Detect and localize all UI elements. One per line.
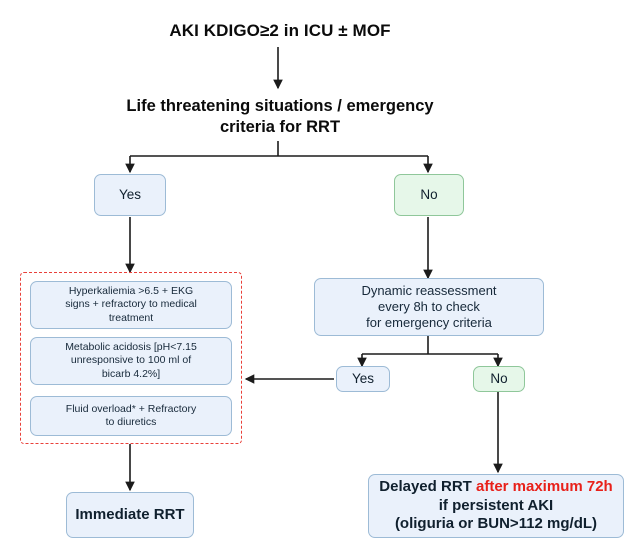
emergency-criteria-line1: Life threatening situations / emergency [126,97,434,116]
dynamic-reassessment-box[interactable] [314,278,544,336]
criterion-metabolic-acidosis-line1: Metabolic acidosis [pH<7.15 [65,341,197,354]
reassessment-no-label: No [490,370,508,386]
emergency-criteria-heading [80,92,480,142]
criterion-fluid-overload-line1: Fluid overload* + Refractory [65,402,197,415]
criterion-metabolic-acidosis-line3: bicarb 4.2%] [101,367,161,380]
criterion-hyperkaliemia-line2: signs + refractory to medical [65,298,197,311]
title-text: AKI KDIGO≥2 in ICU ± MOF [169,21,391,41]
dynamic-reassessment-line2: every 8h to check [378,298,480,314]
criterion-hyperkaliemia[interactable] [30,281,232,329]
criterion-fluid-overload-line2: to diuretics [105,416,157,428]
criterion-metabolic-acidosis[interactable] [30,337,232,385]
dynamic-reassessment-line1: Dynamic reassessment [361,282,497,298]
criterion-metabolic-acidosis-line2: unresponsive to 100 ml of [70,354,192,367]
delayed-rrt-line2: if persistent AKI [438,496,554,514]
decision-yes-box[interactable] [94,174,166,216]
criterion-hyperkaliemia-line1: Hyperkaliemia >6.5 + EKG [68,285,194,298]
delayed-rrt-line1-highlight: after maximum 72h [475,477,613,495]
dynamic-reassessment-line3: for emergency criteria [366,315,492,331]
delayed-rrt-line1 [379,478,612,497]
delayed-rrt-box[interactable] [368,474,624,538]
reassessment-yes-label: Yes [351,370,375,386]
immediate-rrt-label: Immediate RRT [75,505,185,523]
criterion-fluid-overload[interactable] [30,396,232,436]
reassessment-no-box[interactable] [473,366,525,392]
decision-no-box[interactable] [394,174,464,216]
delayed-rrt-line1-part1: Delayed RRT [379,477,476,495]
decision-yes-label: Yes [118,186,142,202]
delayed-rrt-line3: (oliguria or BUN>112 mg/dL) [394,515,598,533]
criterion-hyperkaliemia-line3: treatment [108,311,154,324]
immediate-rrt-box[interactable] [66,492,194,538]
reassessment-yes-box[interactable] [336,366,390,392]
decision-no-label: No [420,186,438,202]
emergency-criteria-line2: criteria for RRT [219,118,341,136]
page-title [110,16,450,46]
